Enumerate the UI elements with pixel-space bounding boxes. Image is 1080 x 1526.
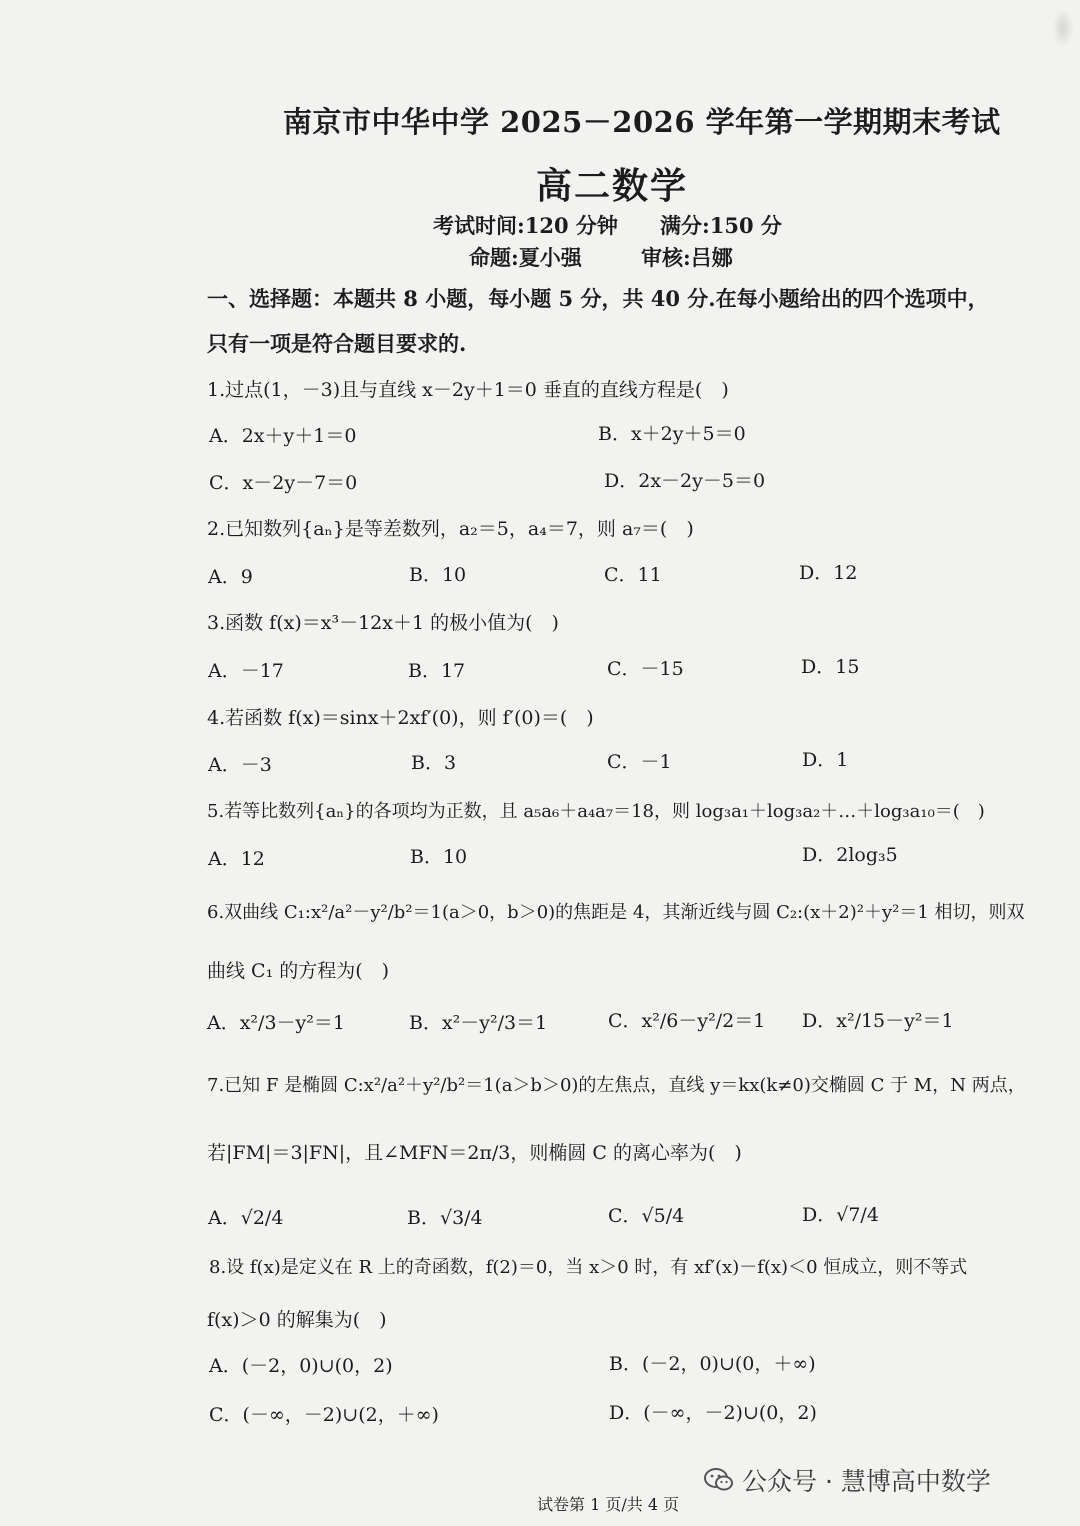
q1-option-c: C．x－2y－7＝0 [209, 472, 358, 494]
q8-option-a: A．(－2，0)∪(0，2) [209, 1355, 393, 1377]
q1-option-b: B．x＋2y＋5＝0 [598, 423, 746, 445]
q3-option-a: A．－17 [208, 660, 284, 682]
watermark-text: 公众号 · 慧博高中数学 [742, 1467, 991, 1496]
question-5: 5.若等比数列{aₙ}的各项均为正数，且 a₅a₆＋a₄a₇＝18，则 log₃a₁＋log₃a₂＋…＋log₃a₁₀＝( ) [207, 801, 985, 822]
q2-option-c: C．11 [604, 564, 662, 586]
q1-option-a: A．2x＋y＋1＝0 [209, 425, 357, 447]
question-7-cont: 若|FM|＝3|FN|，且∠MFN＝2π/3，则椭圆 C 的离心率为( ) [207, 1142, 742, 1164]
q8-option-b: B．(－2，0)∪(0，＋∞) [609, 1353, 816, 1375]
q6-option-a: A．x²/3－y²＝1 [207, 1012, 345, 1034]
question-7: 7.已知 F 是椭圆 C:x²/a²＋y²/b²＝1(a＞b＞0)的左焦点，直线 y＝kx(k≠0)交椭圆 C 于 M，N 两点， [207, 1075, 1026, 1096]
question-4: 4.若函数 f(x)＝sinx＋2xf′(0)，则 f′(0)＝( ) [207, 707, 594, 729]
q7-option-b: B．√3/4 [407, 1207, 483, 1229]
q3-option-d: D．15 [801, 656, 860, 678]
section-heading: 一、选择题：本题共 8 小题，每小题 5 分，共 40 分.在每小题给出的四个选项中， [207, 286, 989, 311]
q2-option-b: B．10 [409, 564, 467, 586]
q3-option-b: B．17 [408, 660, 466, 682]
question-1: 1.过点(1，－3)且与直线 x－2y＋1＝0 垂直的直线方程是( ) [207, 379, 729, 401]
q8-option-d: D．(－∞，－2)∪(0，2) [609, 1402, 817, 1424]
page-footer: 试卷第 1 页/共 4 页 [537, 1495, 680, 1514]
full-score: 满分:150 分 [660, 213, 782, 238]
watermark [704, 1462, 991, 1498]
q7-option-c: C．√5/4 [608, 1205, 685, 1227]
section-heading-cont: 只有一项是符合题目要求的. [207, 331, 467, 356]
q5-option-b: B．10 [410, 846, 468, 868]
wechat-icon [704, 1467, 734, 1493]
exam-title: 南京市中华中学 2025－2026 学年第一学期期末考试 [283, 105, 1001, 139]
q4-option-c: C．－1 [607, 751, 672, 773]
q4-option-b: B．3 [411, 752, 457, 774]
q5-option-a: A．12 [208, 848, 265, 870]
q6-option-b: B．x²－y²/3＝1 [409, 1012, 548, 1034]
question-8: 8.设 f(x)是定义在 R 上的奇函数，f(2)＝0，当 x＞0 时，有 xf′(x)－f(x)＜0 恒成立，则不等式 [209, 1257, 968, 1278]
q2-option-d: D．12 [799, 562, 858, 584]
question-8-cont: f(x)＞0 的解集为( ) [207, 1309, 387, 1331]
q1-option-d: D．2x－2y－5＝0 [604, 470, 766, 492]
q6-option-d: D．x²/15－y²＝1 [802, 1010, 954, 1032]
question-2: 2.已知数列{aₙ}是等差数列，a₂＝5，a₄＝7，则 a₇＝( ) [207, 518, 694, 540]
question-6: 6.双曲线 C₁:x²/a²－y²/b²＝1(a＞0，b＞0)的焦距是 4，其渐近线与圆 C₂:(x＋2)²＋y²＝1 相切，则双 [207, 902, 1025, 923]
author: 命题:夏小强 [469, 245, 582, 270]
q2-option-a: A．9 [208, 566, 253, 588]
q7-option-a: A．√2/4 [208, 1207, 284, 1229]
q8-option-c: C．(－∞，－2)∪(2，＋∞) [209, 1404, 439, 1426]
question-6-cont: 曲线 C₁ 的方程为( ) [207, 960, 390, 982]
q7-option-d: D．√7/4 [802, 1204, 879, 1226]
subject-title: 高二数学 [536, 165, 689, 207]
q5-option-d: D．2log₃5 [802, 844, 898, 866]
exam-time: 考试时间:120 分钟 [433, 213, 618, 238]
reviewer: 审核:吕娜 [641, 245, 733, 270]
question-3: 3.函数 f(x)＝x³－12x＋1 的极小值为( ) [207, 612, 559, 634]
q3-option-c: C．－15 [607, 658, 684, 680]
scan-speck [1052, 8, 1074, 48]
q4-option-d: D．1 [802, 749, 849, 771]
q4-option-a: A．－3 [208, 754, 272, 776]
q6-option-c: C．x²/6－y²/2＝1 [608, 1010, 766, 1032]
